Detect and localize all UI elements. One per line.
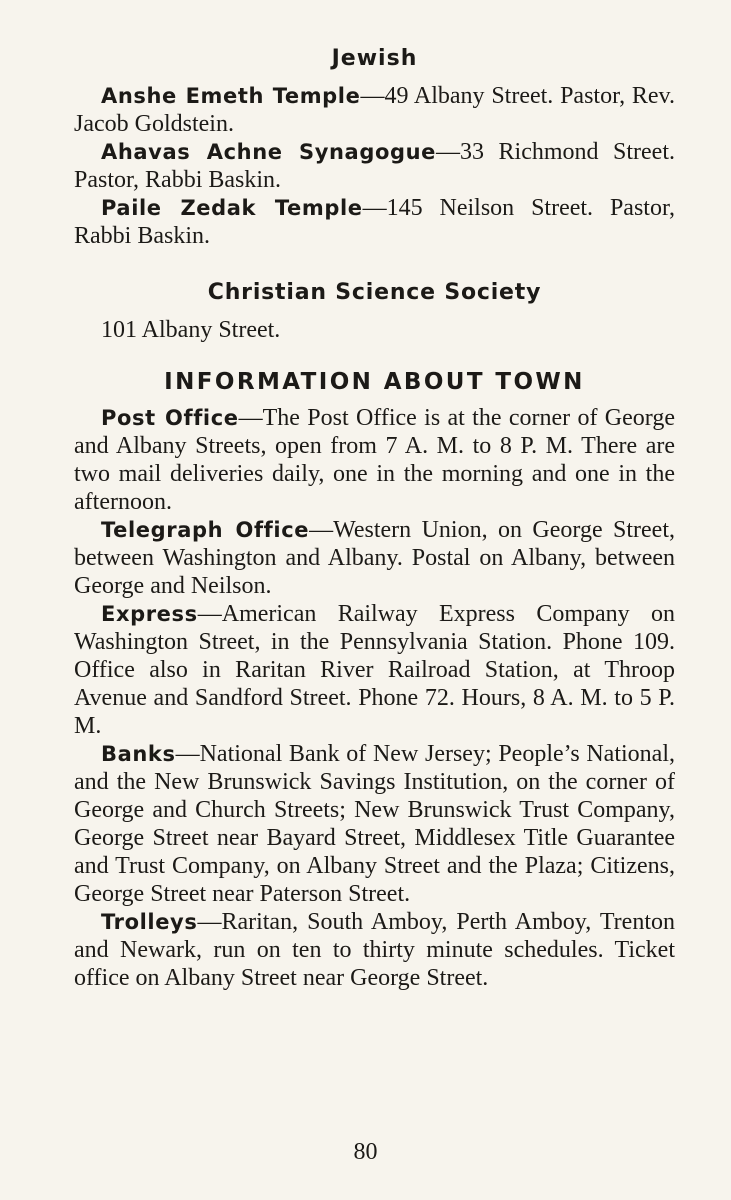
christian-science-address: 101 Albany Street. bbox=[101, 317, 281, 343]
jewish-entry bbox=[74, 138, 675, 194]
entry-text: —Western Union, on George Street, between Washington and Albany. Postal on Albany, between George and Neilson. bbox=[74, 517, 675, 599]
entry-term: Paile Zedak Temple bbox=[101, 196, 363, 220]
info-entry-post-office bbox=[74, 404, 675, 516]
section-heading-jewish: Jewish bbox=[331, 46, 418, 71]
section-heading-christian-science: Christian Science Society bbox=[207, 280, 542, 305]
entry-text: —Raritan, South Amboy, Perth Amboy, Trenton and Newark, run on ten to thirty minute schedules. Ticket office on Albany Street near George Street. bbox=[74, 909, 675, 991]
info-entry-express bbox=[74, 600, 675, 740]
section-heading-information: INFORMATION ABOUT TOWN bbox=[164, 369, 585, 395]
entry-term: Anshe Emeth Temple bbox=[101, 84, 361, 108]
entry-term: Banks bbox=[101, 742, 176, 766]
entry-text: —The Post Office is at the corner of George and Albany Streets, open from 7 A. M. to 8 P. M. There are two mail deliveries daily, one in the morning and one in the afternoon. bbox=[74, 405, 675, 515]
entry-term: Post Office bbox=[101, 406, 239, 430]
info-entry-telegraph-office bbox=[74, 516, 675, 600]
entry-text: —National Bank of New Jersey; People’s National, and the New Brunswick Savings Institution, on the corner of George and Church Streets; New Brunswick Trust Company, George Street near Bayard Street, Middlesex Title Guarantee and Trust Company, on Albany Street and the Plaza; Citizens, George Street near Paterson Street. bbox=[74, 741, 675, 907]
entry-term: Ahavas Achne Synagogue bbox=[101, 140, 437, 164]
jewish-entry bbox=[74, 82, 675, 138]
entry-term: Express bbox=[101, 602, 198, 626]
entry-text: —49 Albany Street. Pastor, Rev. Jacob Goldstein. bbox=[74, 83, 675, 137]
info-entry-trolleys bbox=[74, 908, 675, 992]
page-number: 80 bbox=[353, 1139, 378, 1165]
entry-text: —145 Neilson Street. Pastor, Rabbi Baskin. bbox=[74, 195, 675, 249]
jewish-entry bbox=[74, 194, 675, 250]
info-entry-banks bbox=[74, 740, 675, 908]
entry-text: —33 Richmond Street. Pastor, Rabbi Baskin. bbox=[74, 139, 675, 193]
entry-term: Trolleys bbox=[101, 910, 198, 934]
entry-text: —American Railway Express Company on Washington Street, in the Pennsylvania Station. Phone 109. Office also in Raritan River Railroad Station, at Throop Avenue and Sandford Street. Phone 72. Hours, 8 A. M. to 5 P. M. bbox=[74, 601, 675, 739]
entry-term: Telegraph Office bbox=[101, 518, 310, 542]
